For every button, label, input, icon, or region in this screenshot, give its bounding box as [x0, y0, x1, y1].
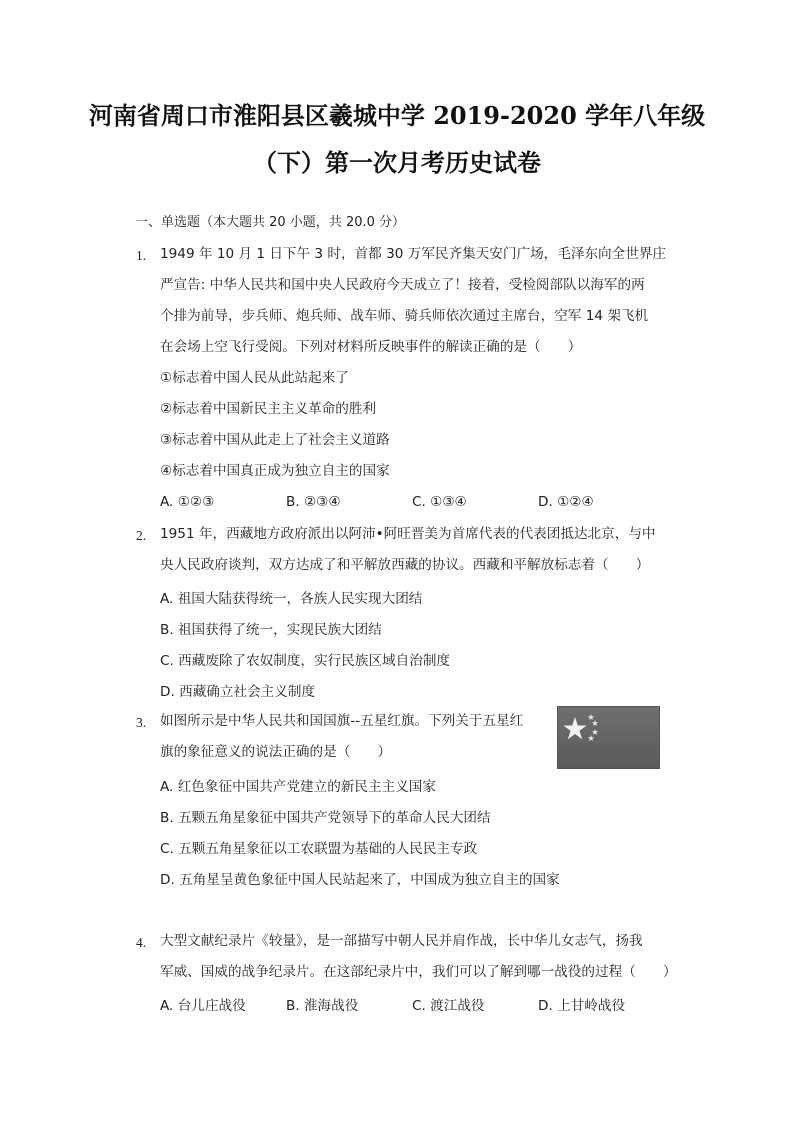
question-number: 3.: [136, 715, 147, 730]
option-b[interactable]: B. 五颗五角星象征中国共产党领导下的革命人民大团结: [160, 810, 491, 826]
question-text-line: 央人民政府谈判，双方达成了和平解放西藏的协议。西藏和平解放标志着（ ）: [160, 557, 650, 573]
statement-item: ④标志着中国真正成为独立自主的国家: [160, 463, 390, 479]
question-text-line: 旗的象征意义的说法正确的是（ ）: [160, 744, 392, 760]
option-d[interactable]: D. 五角星呈黄色象征中国人民站起来了，中国成为独立自主的国家: [160, 872, 560, 888]
option-a[interactable]: A. 红色象征中国共产党建立的新民主主义国家: [160, 779, 436, 795]
exam-title-line-2: （下）第一次月考历史试卷: [253, 148, 541, 177]
question-text-line: 1949 年 10 月 1 日下午 3 时，首都 30 万军民齐集天安门广场，毛泽东向全世界庄: [160, 246, 666, 262]
statement-item: ①标志着中国人民从此站起来了: [160, 370, 349, 386]
question-number: 4.: [136, 935, 147, 950]
option-a[interactable]: A. 祖国大陆获得统一，各族人民实现大团结: [160, 591, 423, 607]
statement-item: ③标志着中国从此走上了社会主义道路: [160, 432, 390, 448]
option-a[interactable]: A. ①②③: [160, 494, 215, 510]
question-number: 2.: [136, 528, 147, 543]
option-b[interactable]: B. 淮海战役: [286, 998, 359, 1014]
option-a[interactable]: A. 台儿庄战役: [160, 998, 246, 1014]
option-c[interactable]: C. ①③④: [412, 494, 467, 510]
question-text-line: 如图所示是中华人民共和国国旗--五星红旗。下列关于五星红: [160, 713, 524, 729]
option-c[interactable]: C. 渡江战役: [412, 998, 485, 1014]
option-c[interactable]: C. 西藏废除了农奴制度，实行民族区域自治制度: [160, 653, 451, 669]
question-text-line: 在会场上空飞行受阅。下列对材料所反映事件的解读正确的是（ ）: [160, 339, 582, 355]
question-text-line: 个排为前导，步兵师、炮兵师、战车师、骑兵师依次通过主席台，空军 14 架飞机: [160, 308, 649, 324]
option-b[interactable]: B. 祖国获得了统一，实现民族大团结: [160, 622, 382, 638]
option-c[interactable]: C. 五颗五角星象征以工农联盟为基础的人民民主专政: [160, 841, 478, 857]
question-number: 1.: [136, 248, 147, 263]
option-d[interactable]: D. 上甘岭战役: [538, 998, 626, 1014]
option-d[interactable]: D. ①②④: [538, 494, 594, 510]
exam-title-line-1: 河南省周口市淮阳县区羲城中学 2019-2020 学年八年级: [88, 101, 706, 130]
national-flag-image: [557, 706, 660, 769]
question-text-line: 军威、国威的战争纪录片。在这部纪录片中，我们可以了解到哪一战役的过程（ ）: [160, 964, 677, 980]
option-d[interactable]: D. 西藏确立社会主义制度: [160, 684, 316, 700]
section-heading: 一、单选题（本大题共 20 小题，共 20.0 分）: [135, 215, 406, 230]
question-text-line: 严宣告: 中华人民共和国中央人民政府今天成立了！接着，受检阅部队以海军的两: [160, 277, 645, 293]
option-b[interactable]: B. ②③④: [286, 494, 341, 510]
statement-item: ②标志着中国新民主主义革命的胜利: [160, 401, 377, 417]
question-text-line: 1951 年，西藏地方政府派出以阿沛•阿旺晋美为首席代表的代表团抵达北京，与中: [160, 526, 656, 542]
flag-stars-icon: [558, 707, 659, 768]
question-text-line: 大型文献纪录片《较量》，是一部描写中朝人民并肩作战，长中华儿女志气，扬我: [160, 933, 643, 949]
